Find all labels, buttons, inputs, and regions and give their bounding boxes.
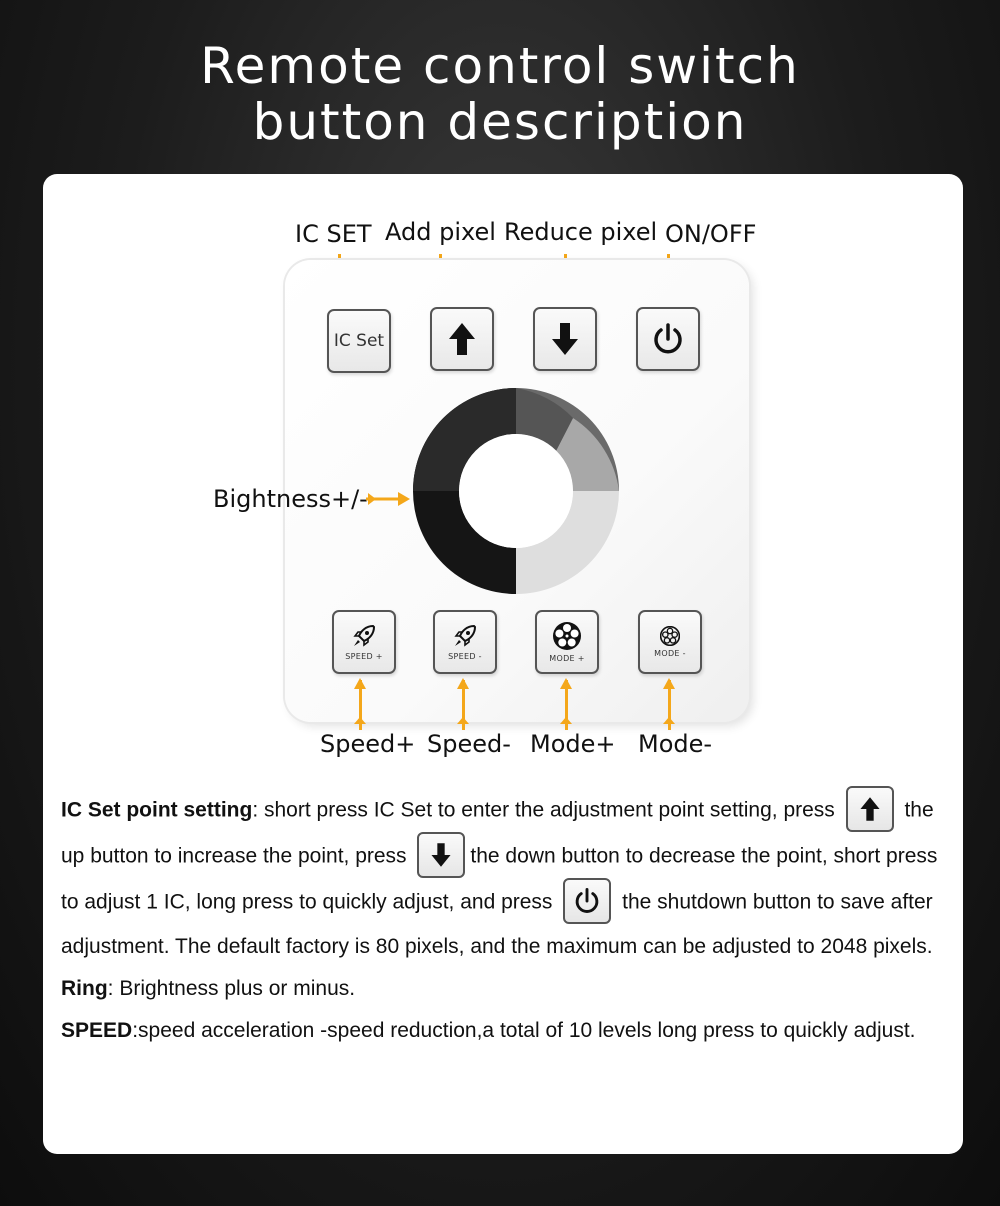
label-on-off: ON/OFF [665,220,757,248]
mode-plus-label: MODE + [549,654,585,663]
rocket-icon [351,623,377,649]
arrow-mode-minus [668,680,671,730]
ic-set-heading: IC Set point setting [61,798,253,822]
label-mode-plus: Mode+ [530,730,616,758]
ic-set-text-3: the down button to decrease the point, short press to adjust 1 IC, long press to quickly adjust, and press [61,844,938,914]
arrow-up-icon [859,795,881,823]
label-add-pixel: Add pixel [385,218,496,246]
description-card [43,174,963,1154]
arrow-speed-plus [359,680,362,730]
description-text [61,788,951,1052]
brightness-ring[interactable] [413,388,619,594]
label-mode-minus: Mode- [638,730,713,758]
title-line-2: button description [252,93,748,151]
add-pixel-button[interactable] [430,307,494,371]
label-ic-set: IC SET [295,220,372,248]
arrow-up-icon [447,321,477,357]
label-reduce-pixel: Reduce pixel [504,218,658,246]
ring-text: : Brightness plus or minus. [107,977,356,1000]
ic-set-text-4: the shutdown button to save after adjustment. The default factory is 80 pixels, and the maximum can be adjusted to 2048 pixels. [61,890,933,958]
on-off-button[interactable] [636,307,700,371]
arrow-speed-minus [462,680,465,730]
ring-paragraph [61,968,951,1010]
mode-minus-button[interactable] [638,610,702,674]
reduce-pixel-button[interactable] [533,307,597,371]
label-speed-plus: Speed+ [320,730,416,758]
arrow-brightness [364,490,412,508]
inline-up-button [846,786,894,832]
arrow-down-icon [430,841,452,869]
film-reel-icon [552,621,582,651]
speed-minus-label: SPEED - [448,652,482,661]
arrow-mode-plus [565,680,568,730]
speed-text: :speed acceleration -speed reduction,a total of 10 levels long press to quickly adjust. [132,1019,916,1042]
film-reel-icon [660,626,680,646]
mode-minus-label: MODE - [654,649,686,658]
label-brightness: Bightness+/- [213,485,368,513]
ic-set-text-1: : short press IC Set to enter the adjustment point setting, press [252,798,835,822]
speed-minus-button[interactable] [433,610,497,674]
page-title [0,38,1000,150]
power-icon [651,322,685,356]
ring-heading: Ring [61,977,108,1000]
ic-set-button-label: IC Set [333,331,385,351]
speed-plus-button[interactable] [332,610,396,674]
title-line-1: Remote control switch [200,37,800,95]
ic-set-paragraph [61,788,951,968]
mode-plus-button[interactable] [535,610,599,674]
ic-set-button[interactable] [327,309,391,373]
power-icon [573,887,601,915]
inline-power-button [563,878,611,924]
label-speed-minus: Speed- [427,730,511,758]
ic-set-text-2: the up button to increase the point, press [61,798,934,868]
speed-paragraph [61,1010,951,1052]
rocket-icon [452,623,478,649]
inline-down-button [417,832,465,878]
speed-plus-label: SPEED + [345,652,383,661]
arrow-down-icon [550,321,580,357]
speed-heading: SPEED [61,1019,133,1042]
